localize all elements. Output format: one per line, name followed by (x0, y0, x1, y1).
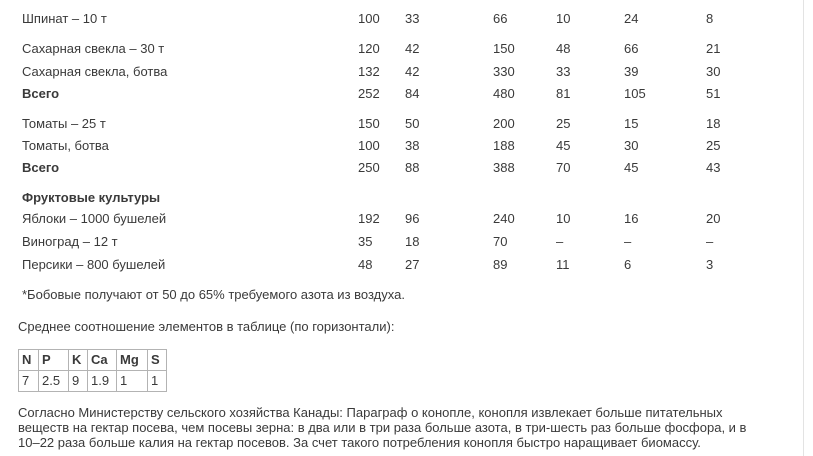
value-col-6: 30 (706, 64, 721, 79)
value-col-3: 330 (493, 64, 515, 79)
table-row (0, 11, 800, 27)
value-col-6: 3 (706, 257, 714, 272)
paragraph-line: веществ на гектар посева, чем посевы зерна: в два или в три раза больше азота, в три-шесть раз больше фосфора, и в (18, 420, 747, 435)
value-col-6: 43 (706, 160, 721, 175)
value-col-5: 15 (624, 116, 639, 131)
value-col-4: – (556, 234, 564, 249)
value-col-5: 16 (624, 211, 639, 226)
value-col-2: 38 (405, 138, 420, 153)
value-col-2: 88 (405, 160, 420, 175)
ratio-header-mg: Mg (117, 350, 148, 371)
value-col-2: 33 (405, 11, 420, 26)
ratio-value-s: 1 (148, 371, 167, 392)
ratio-value-n: 7 (19, 371, 39, 392)
ratio-header-ca: Ca (88, 350, 117, 371)
value-col-3: 89 (493, 257, 508, 272)
row-label: Томаты, ботва (22, 138, 109, 153)
value-col-1: 48 (358, 257, 373, 272)
value-col-3: 200 (493, 116, 515, 131)
table-row (0, 64, 800, 80)
value-col-1: 252 (358, 86, 380, 101)
ratio-heading: Среднее соотношение элементов в таблице (по горизонтали): (18, 319, 395, 334)
ratio-value-k: 9 (69, 371, 88, 392)
value-col-2: 27 (405, 257, 420, 272)
value-col-2: 42 (405, 64, 420, 79)
value-col-1: 100 (358, 138, 380, 153)
table-row (0, 138, 800, 154)
table-row (0, 234, 800, 250)
value-col-2: 50 (405, 116, 420, 131)
row-label: Яблоки – 1000 бушелей (22, 211, 167, 226)
value-col-3: 240 (493, 211, 515, 226)
value-col-5: 24 (624, 11, 639, 26)
table-row (0, 116, 800, 132)
value-col-3: 388 (493, 160, 515, 175)
page-right-border (803, 0, 804, 456)
value-col-1: 100 (358, 11, 380, 26)
paragraph-line: 10–22 раза больше калия на гектар посевов. За счет такого потребления конопля быстро наращивает биомассу. (18, 435, 701, 450)
section-label: Фруктовые культуры (22, 190, 161, 205)
row-label: Сахарная свекла, ботва (22, 64, 168, 79)
row-label: Всего (22, 86, 60, 101)
ratio-table (18, 349, 167, 392)
ratio-header-n: N (19, 350, 39, 371)
value-col-4: 81 (556, 86, 571, 101)
row-label: Сахарная свекла – 30 т (22, 41, 165, 56)
value-col-4: 10 (556, 11, 571, 26)
value-col-1: 150 (358, 116, 380, 131)
value-col-5: – (624, 234, 632, 249)
value-col-3: 480 (493, 86, 515, 101)
value-col-2: 84 (405, 86, 420, 101)
ratio-value-row (19, 371, 167, 392)
value-col-5: 105 (624, 86, 646, 101)
value-col-1: 132 (358, 64, 380, 79)
value-col-4: 45 (556, 138, 571, 153)
value-col-6: 18 (706, 116, 721, 131)
table-row-total (0, 160, 800, 176)
value-col-6: 25 (706, 138, 721, 153)
table-row-total (0, 86, 800, 102)
value-col-4: 11 (556, 257, 570, 272)
table-row (0, 257, 800, 273)
value-col-2: 96 (405, 211, 420, 226)
value-col-5: 45 (624, 160, 639, 175)
value-col-4: 70 (556, 160, 571, 175)
value-col-3: 188 (493, 138, 515, 153)
ratio-header-s: S (148, 350, 167, 371)
value-col-1: 120 (358, 41, 380, 56)
paragraph-line: Согласно Министерству сельского хозяйства Канады: Параграф о конопле, конопля извлекает больше питательных (18, 405, 723, 420)
footnote: *Бобовые получают от 50 до 65% требуемого азота из воздуха. (22, 287, 405, 302)
value-col-6: 51 (706, 86, 721, 101)
value-col-4: 10 (556, 211, 571, 226)
ratio-header-k: K (69, 350, 88, 371)
value-col-5: 66 (624, 41, 639, 56)
row-label: Виноград – 12 т (22, 234, 118, 249)
value-col-4: 33 (556, 64, 571, 79)
table-row (0, 41, 800, 57)
value-col-1: 35 (358, 234, 373, 249)
value-col-3: 66 (493, 11, 508, 26)
value-col-5: 6 (624, 257, 632, 272)
value-col-5: 30 (624, 138, 639, 153)
ratio-value-ca: 1.9 (88, 371, 117, 392)
value-col-1: 192 (358, 211, 380, 226)
table-section-heading (0, 190, 800, 206)
value-col-1: 250 (358, 160, 380, 175)
value-col-6: – (706, 234, 714, 249)
ratio-header-p: P (39, 350, 69, 371)
value-col-2: 42 (405, 41, 420, 56)
value-col-2: 18 (405, 234, 420, 249)
value-col-4: 48 (556, 41, 571, 56)
row-label: Всего (22, 160, 60, 175)
ratio-header-row (19, 350, 167, 371)
row-label: Шпинат – 10 т (22, 11, 107, 26)
row-label: Томаты – 25 т (22, 116, 106, 131)
value-col-3: 70 (493, 234, 508, 249)
value-col-3: 150 (493, 41, 515, 56)
ratio-value-mg: 1 (117, 371, 148, 392)
value-col-4: 25 (556, 116, 571, 131)
value-col-6: 21 (706, 41, 721, 56)
table-row (0, 211, 800, 227)
row-label: Персики – 800 бушелей (22, 257, 166, 272)
value-col-6: 8 (706, 11, 714, 26)
value-col-5: 39 (624, 64, 639, 79)
value-col-6: 20 (706, 211, 721, 226)
ratio-value-p: 2.5 (39, 371, 69, 392)
